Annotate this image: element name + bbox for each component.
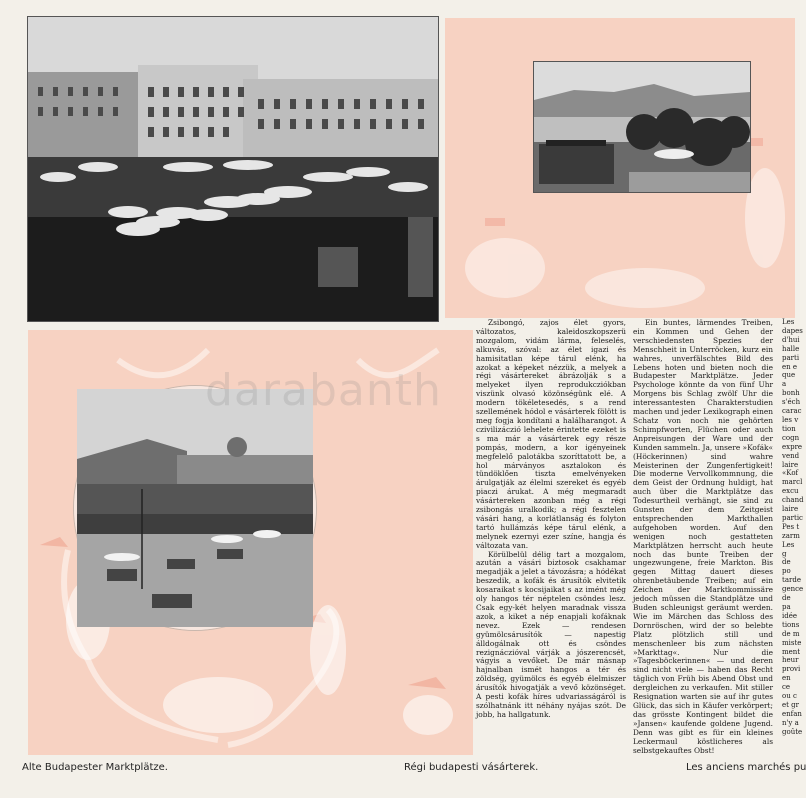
caption-hungarian: Régi budapesti vásárterek. [404,762,539,773]
french-fragment-line: bonh [782,389,800,398]
french-fragment-line: chand [782,496,804,505]
french-fragment-line: heur [782,656,799,665]
watermark: darabanth [205,365,442,416]
french-fragment-line: goûte [782,727,803,736]
french-fragment-line: carac [782,407,802,416]
riverside-photo [533,61,751,193]
french-fragment-line: gence [782,585,804,594]
french-fragment-line: en e [782,362,798,371]
french-fragment-line: d'hui [782,335,800,344]
french-fragment-line: en ce [782,674,791,692]
french-fragment-line: excu [782,487,799,496]
french-fragment-line: les v [782,415,799,424]
french-fragment-line: tions [782,620,800,629]
french-fragment-line: marcl [782,478,803,487]
french-fragment-line: laire [782,460,799,469]
french-fragment-line: idée [782,611,798,620]
market-square-photo [27,16,439,322]
market-hall-oval-photo [74,386,316,630]
hungarian-paragraph-2: Körülbelül délig tart a mozgalom, azután a vásári biztosok csakhamar megadják a jelet a távozásra; a hódékat beszedik, a kofák és árusítók elvitetik kosaraikat s kocsijaikat s az imént még oly hangos tér néptelen csöndes lesz. Csak egy-két helyen maradnak vissza azok, a kiket a nép enapjali kofáknak nevez. Ezek — rendesen gyümölcsárusítók — napestig álldogálnak ott és csöndes rezignáczióval várják a jószerencsét, vágyis a vevőket. De már másnap hajnalban ismét hangos a tér és zöldség, gyümölcs és egyéb élelmiszer árusítók hivogatják a vevő közönséget. A pesti kofák híres udvariasságáról is szólhatnánk itt néhány nyájas szót. De jobb, ha hallgatunk. [476,549,626,719]
french-fragment-line: enfan [782,709,802,718]
french-fragment-line: Pes t [782,522,800,531]
french-fragment-line: Les g [782,540,795,558]
german-text-column [633,319,773,759]
french-fragment-line: de m [782,629,800,638]
french-fragment-line: tion [782,424,796,433]
french-fragment-line: cogn [782,433,800,442]
hungarian-paragraph-1: Zsibongó, zajos élet gyors, változatos, kaleidoszkopszerü mozgalom, vidám lárma, feleselés, alkuvás, szóval: az élet igazi és hamisitatlan képe tárul elénk, ha azokat a képeket nézzük, a melyek a régi vásártereket ábrázolják s a melyeket ilyen reprodukcziókban viszünk olvasó közönségünk elé. A modern tökéletesedés, s a rend szellemének hódol e vásárterek fölött is meg fogja kondítani a halálharangot. A czivilizáczió lehelete érintette ezeket is s ma már a vásárterek egy része pompás, modern, a kor igényeinek megfelelő palotákba szoríttatott be, a hol márványos asztalokon és tündöklően tiszta emelvényeken árulgatják az élelmi szereket és egyéb piaczi árukat. A még megmaradt vásártereken azonban még a régi zsibongás uralkodik; a régi fesztelen vásári hang, a korlátlanság és folyton tartó hullámzás képe tárul elénk, a melynek ezernyi ezer színe, hangja és változata van. [476,318,626,550]
caption-german: Alte Budapester Marktplätze. [22,762,168,773]
french-fragment-line: de po [782,558,791,576]
french-fragment-line: ou c [782,692,797,701]
french-fragment-line: partic [782,513,803,522]
french-fragment-line: tarde [782,576,801,585]
french-fragment-line: miste [782,638,802,647]
french-fragment-line: halle [782,344,800,353]
french-text-fragment [782,318,804,738]
french-fragment-line: ment [782,647,801,656]
french-fragment-line: de pa [782,594,791,611]
caption-french: Les anciens marchés pu [686,762,806,773]
french-fragment-line: expre [782,442,803,451]
french-fragment-line: vend [782,451,800,460]
hungarian-text-column [476,319,626,759]
french-fragment-line: laire [782,505,799,514]
german-paragraph: Ein buntes, lärmendes Treiben, ein Kommen und Gehen der verschiedensten Spezies der Menschheit in Unterröcken, kurz ein wahres, unverfälschtes Bild des Lebens hoten und bieten noch die Budapester Marktplätze. Jeder Psychologe könnte da von fünf Uhr Morgens bis Schlag zwölf Uhr die interessantesten Charakterstudien machen und jeder Lexikograph einen Schatz von noch nie gehörten Schimpfworten, Flüchen oder auch Anpreisungen der Ware und der Kunden sammeln. Ja, unsere »Kofák« (Höckerinnen) sind wahre Meisterinen der Zungenfertigkeit! Die moderne Vervollkommnung, die dem Geist der Ordnung huldigt, hat auch über die Marktplätze das Todesurtheil verhängt, sie sind zu Gunsten der dem Zeitgeist entsprechenden Markthallen aufgehoben worden. Auf den wenigen noch gestatteten Marktplätzen herrscht auch heute noch das bunte Treiben der ungezwungene, freie Markton. Bis gegen Mittag dauert dieses ohrenbetäubende Treiben; auf ein Zeichen der Marktkommissäre jedoch müssen die Standplätze und Buden schleunigst geräumt werden. Wie im Märchen das Schloss des Dornröschen, wird der so belebte Platz plötzlich still und menschenleer bis zum nächsten »Markttag«. Nur die »Tagesböckerinnen« — und deren sind nicht viele — haben das Recht täglich von Früh bis Abend Obst und dergleichen zu verkaufen. Mit stiller Resignation warten sie auf ihr gutes Glück, das sich in Käufer verkörpert; das grösste Kontingent bildet die »Jansen« kaufende goldene Jugend. Denn was gibt es für ein kleines Leckermaul köstlicheres als selbstgekauftes Obst! [633,318,773,755]
french-fragment-line: s'éch [782,398,801,407]
french-fragment-line: et gr [782,700,800,709]
french-fragment-line: «Kof [782,469,799,478]
french-fragment-line: Les [782,318,795,326]
french-fragment-line: provi [782,665,801,674]
french-fragment-line: n'y a [782,718,799,727]
french-fragment-line: dapes [782,326,803,335]
french-fragment-line: que a [782,371,796,389]
french-fragment-line: parti [782,353,800,362]
french-fragment-line: zarm [782,531,800,540]
